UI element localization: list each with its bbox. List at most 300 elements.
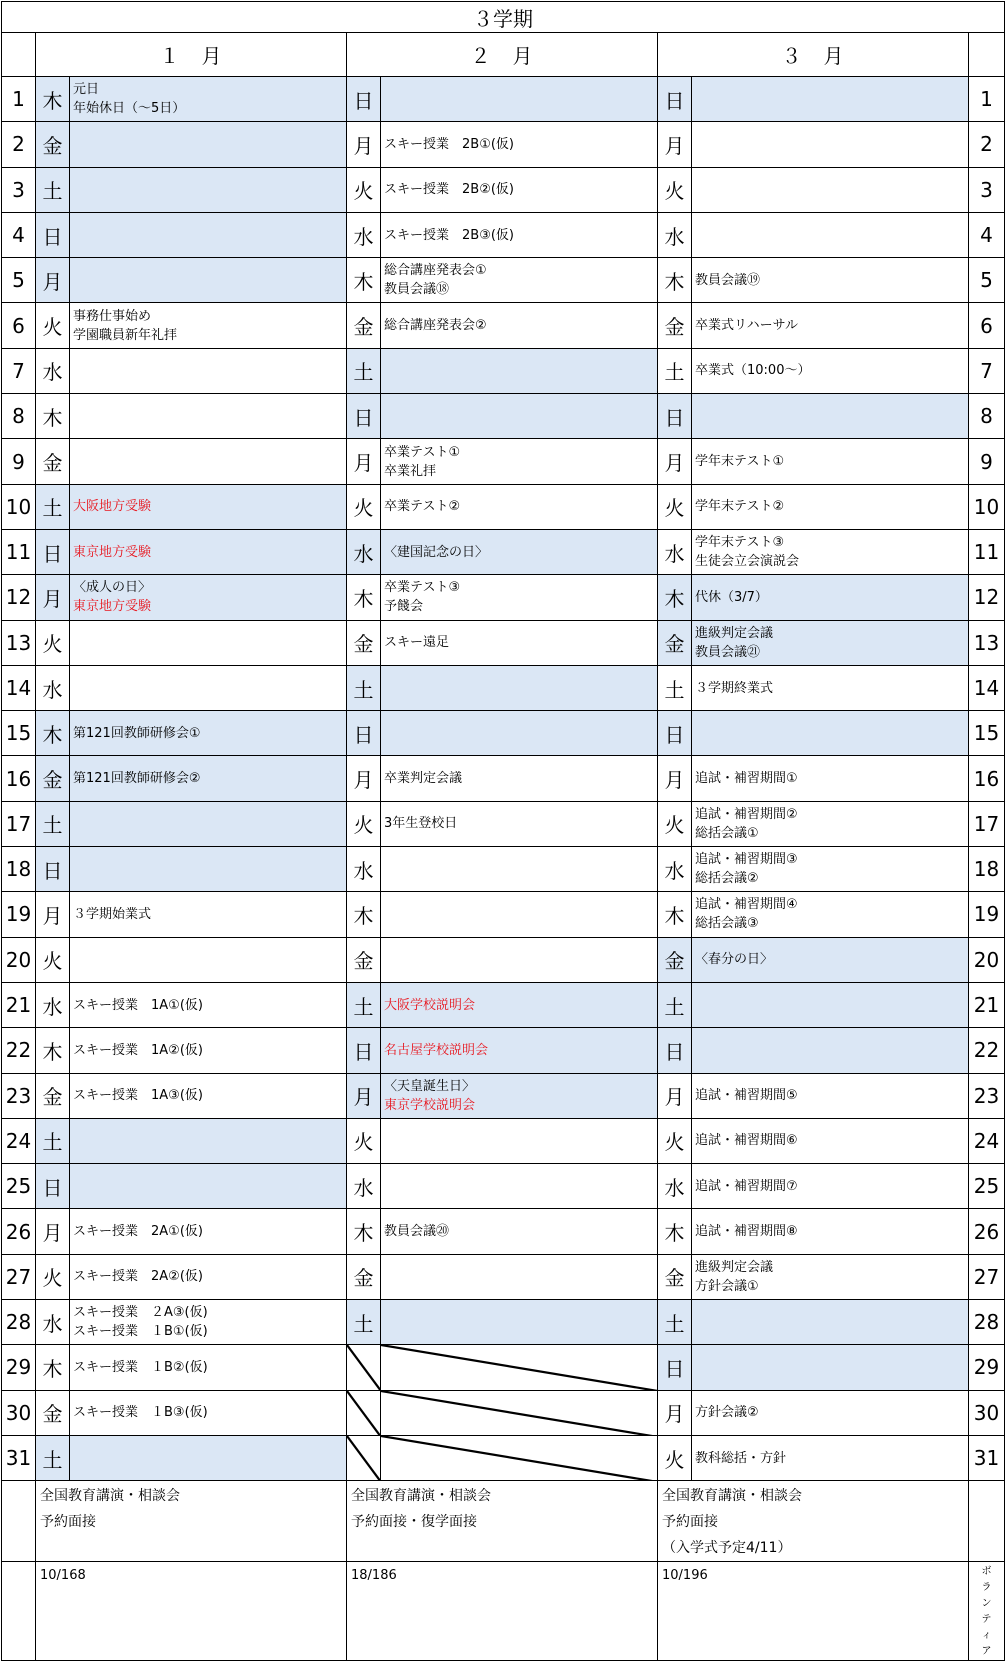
day-row xyxy=(2,847,1005,892)
day-number-right: 23 xyxy=(969,1073,1005,1118)
month-notes-3 xyxy=(658,1481,969,1562)
event-cell xyxy=(692,212,969,257)
event-text: 学年末テスト③ xyxy=(695,535,785,551)
weekday-cell: 土 xyxy=(658,348,692,393)
diagonal-strike-line xyxy=(347,1436,381,1481)
event-cell xyxy=(381,892,658,937)
event-cell xyxy=(692,1390,969,1435)
event-text: 追試・補習期間⑥ xyxy=(695,1133,798,1149)
event-text: 進級判定会議 xyxy=(695,625,774,641)
event-cell xyxy=(381,1209,658,1254)
event-cell xyxy=(692,1300,969,1345)
day-row xyxy=(2,394,1005,439)
side-label-char: ィ xyxy=(981,1630,992,1642)
event-cell xyxy=(70,982,347,1027)
event-text: 総括会議① xyxy=(695,825,759,841)
day-number-right: 3 xyxy=(969,167,1005,212)
note-line: 全国教育講演・相談会 xyxy=(40,1488,180,1505)
weekday-cell: 木 xyxy=(347,258,381,303)
event-text: スキー授業 1A③(仮) xyxy=(73,1088,203,1104)
weekday-cell: 水 xyxy=(658,1164,692,1209)
day-row xyxy=(2,484,1005,529)
event-text: 3年生登校日 xyxy=(384,816,458,832)
day-row xyxy=(2,1209,1005,1254)
day-number-right: 20 xyxy=(969,937,1005,982)
day-number-right: 28 xyxy=(969,1300,1005,1345)
day-number-left: 21 xyxy=(2,982,36,1027)
notes-right-spacer xyxy=(969,1481,1005,1562)
diagonal-strike-line xyxy=(381,1345,658,1390)
event-cell xyxy=(70,1164,347,1209)
note-line: 全国教育講演・相談会 xyxy=(351,1488,491,1505)
term-title: ３学期 xyxy=(2,2,1005,33)
event-cell xyxy=(381,575,658,620)
event-cell xyxy=(692,1209,969,1254)
event-cell xyxy=(70,1300,347,1345)
event-cell xyxy=(70,167,347,212)
weekday-cell: 日 xyxy=(36,212,70,257)
day-number-right: 4 xyxy=(969,212,1005,257)
event-text: 追試・補習期間② xyxy=(695,806,798,822)
event-cell xyxy=(70,711,347,756)
weekday-cell: 金 xyxy=(36,1073,70,1118)
note-line: 予約面接 xyxy=(40,1514,96,1531)
event-text: スキー授業 2B②(仮) xyxy=(384,182,514,198)
blank-weekday-cell xyxy=(347,1345,381,1390)
day-row xyxy=(2,348,1005,393)
notes-row xyxy=(2,1481,1005,1562)
event-cell xyxy=(381,756,658,801)
day-number-left: 13 xyxy=(2,620,36,665)
event-cell xyxy=(381,847,658,892)
event-text: 卒業式リハーサル xyxy=(695,318,798,334)
event-cell xyxy=(381,620,658,665)
event-cell xyxy=(381,1254,658,1299)
weekday-cell: 月 xyxy=(658,122,692,167)
event-cell xyxy=(692,1254,969,1299)
day-row xyxy=(2,258,1005,303)
weekday-cell: 水 xyxy=(36,665,70,710)
event-cell xyxy=(692,303,969,348)
event-text: 教員会議⑱ xyxy=(384,282,450,298)
weekday-cell: 水 xyxy=(658,529,692,574)
event-cell xyxy=(692,77,969,122)
weekday-cell: 火 xyxy=(658,1435,692,1480)
event-text: 予餞会 xyxy=(384,599,424,615)
weekday-cell: 木 xyxy=(36,77,70,122)
day-number-left: 12 xyxy=(2,575,36,620)
weekday-cell: 火 xyxy=(658,1118,692,1163)
day-number-left: 7 xyxy=(2,348,36,393)
event-cell xyxy=(381,348,658,393)
counts-row xyxy=(2,1562,1005,1661)
day-number-right: 17 xyxy=(969,801,1005,846)
event-text: 教員会議⑳ xyxy=(384,1224,450,1240)
event-text: スキー授業 2A①(仮) xyxy=(73,1224,203,1240)
day-number-left: 3 xyxy=(2,167,36,212)
event-cell xyxy=(381,167,658,212)
weekday-cell: 金 xyxy=(658,303,692,348)
event-text-highlight: 東京地方受験 xyxy=(73,544,152,560)
day-number-right: 19 xyxy=(969,892,1005,937)
day-number-right: 11 xyxy=(969,529,1005,574)
day-row xyxy=(2,167,1005,212)
day-number-right: 24 xyxy=(969,1118,1005,1163)
event-cell xyxy=(692,348,969,393)
day-row xyxy=(2,1028,1005,1073)
day-row xyxy=(2,1435,1005,1480)
day-number-right: 12 xyxy=(969,575,1005,620)
day-number-left: 16 xyxy=(2,756,36,801)
event-text: 追試・補習期間③ xyxy=(695,852,798,868)
weekday-cell: 月 xyxy=(658,1390,692,1435)
event-cell xyxy=(692,711,969,756)
event-cell xyxy=(381,122,658,167)
month-count-3: 10/196 xyxy=(658,1562,969,1661)
event-text: 教員会議㉑ xyxy=(695,644,761,660)
event-cell xyxy=(70,1390,347,1435)
event-cell xyxy=(70,212,347,257)
event-text: 総括会議③ xyxy=(695,916,759,932)
event-text: 元日 xyxy=(73,82,100,98)
day-row xyxy=(2,1254,1005,1299)
event-text: 総合講座発表会① xyxy=(384,263,487,279)
day-row xyxy=(2,1118,1005,1163)
event-text: 年始休日（～5日） xyxy=(73,101,186,117)
event-text: スキー授業 2A②(仮) xyxy=(73,1269,203,1285)
weekday-cell: 日 xyxy=(658,1345,692,1390)
day-row xyxy=(2,756,1005,801)
event-text: 教員会議⑲ xyxy=(695,272,761,288)
event-text: スキー授業 １B②(仮) xyxy=(73,1359,208,1375)
weekday-cell: 火 xyxy=(36,1254,70,1299)
day-number-left: 18 xyxy=(2,847,36,892)
event-text-highlight: 東京学校説明会 xyxy=(384,1097,476,1113)
day-number-left: 28 xyxy=(2,1300,36,1345)
event-text: 卒業判定会議 xyxy=(384,771,463,787)
day-number-right: 14 xyxy=(969,665,1005,710)
weekday-cell: 日 xyxy=(36,1164,70,1209)
event-text: スキー授業 2B①(仮) xyxy=(384,136,514,152)
event-text: 卒業式（10:00～） xyxy=(695,363,811,379)
weekday-cell: 金 xyxy=(658,937,692,982)
event-cell xyxy=(70,575,347,620)
month-count-2: 18/186 xyxy=(347,1562,658,1661)
side-label-char: ラ xyxy=(981,1582,992,1594)
event-text: 第121回教師研修会① xyxy=(73,725,201,741)
event-cell xyxy=(381,982,658,1027)
month-count-1: 10/168 xyxy=(36,1562,347,1661)
day-number-left: 30 xyxy=(2,1390,36,1435)
weekday-cell: 月 xyxy=(658,439,692,484)
event-text: 学年末テスト① xyxy=(695,454,785,470)
diagonal-strike-line xyxy=(381,1436,658,1481)
month-header-february: ２ 月 xyxy=(347,33,658,77)
day-row xyxy=(2,77,1005,122)
event-text: 方針会議② xyxy=(695,1405,759,1421)
event-text: 卒業テスト③ xyxy=(384,580,461,596)
weekday-cell: 土 xyxy=(347,665,381,710)
event-cell xyxy=(692,847,969,892)
weekday-cell: 月 xyxy=(658,756,692,801)
weekday-cell: 水 xyxy=(36,982,70,1027)
event-cell xyxy=(692,439,969,484)
counts-left-spacer xyxy=(2,1562,36,1661)
weekday-cell: 月 xyxy=(36,892,70,937)
day-number-left: 31 xyxy=(2,1435,36,1480)
month-header-january: １ 月 xyxy=(36,33,347,77)
day-number-left: 23 xyxy=(2,1073,36,1118)
day-number-left: 19 xyxy=(2,892,36,937)
weekday-cell: 金 xyxy=(36,122,70,167)
weekday-cell: 火 xyxy=(658,484,692,529)
weekday-cell: 火 xyxy=(347,167,381,212)
event-cell xyxy=(381,303,658,348)
day-number-left: 9 xyxy=(2,439,36,484)
event-cell xyxy=(381,1164,658,1209)
weekday-cell: 金 xyxy=(347,937,381,982)
day-row xyxy=(2,982,1005,1027)
event-text: スキー授業 ２A③(仮) xyxy=(73,1305,208,1321)
day-number-right: 18 xyxy=(969,847,1005,892)
weekday-cell: 土 xyxy=(658,982,692,1027)
blank-event-cell xyxy=(381,1345,658,1390)
weekday-cell: 土 xyxy=(36,167,70,212)
weekday-cell: 月 xyxy=(36,258,70,303)
day-row xyxy=(2,122,1005,167)
month-header-march: ３ 月 xyxy=(658,33,969,77)
weekday-cell: 水 xyxy=(36,348,70,393)
weekday-cell: 日 xyxy=(347,1028,381,1073)
day-number-left: 20 xyxy=(2,937,36,982)
day-row xyxy=(2,937,1005,982)
weekday-cell: 火 xyxy=(347,801,381,846)
weekday-cell: 金 xyxy=(36,756,70,801)
event-text: スキー授業 １B①(仮) xyxy=(73,1324,208,1340)
day-row xyxy=(2,1073,1005,1118)
weekday-cell: 火 xyxy=(658,167,692,212)
calendar-table xyxy=(1,1,1005,1661)
event-cell xyxy=(70,665,347,710)
event-cell xyxy=(381,711,658,756)
event-cell xyxy=(692,484,969,529)
day-row xyxy=(2,665,1005,710)
event-cell xyxy=(70,1254,347,1299)
note-line: 全国教育講演・相談会 xyxy=(662,1488,802,1505)
event-cell xyxy=(692,1073,969,1118)
weekday-cell: 水 xyxy=(347,529,381,574)
event-cell xyxy=(70,122,347,167)
weekday-cell: 日 xyxy=(347,711,381,756)
event-cell xyxy=(70,892,347,937)
day-number-right: 7 xyxy=(969,348,1005,393)
event-cell xyxy=(692,1028,969,1073)
weekday-cell: 日 xyxy=(658,711,692,756)
day-number-right: 9 xyxy=(969,439,1005,484)
event-cell xyxy=(381,937,658,982)
weekday-cell: 日 xyxy=(36,847,70,892)
event-text: 卒業テスト② xyxy=(384,499,461,515)
event-text: 総括会議② xyxy=(695,871,759,887)
event-text: 進級判定会議 xyxy=(695,1259,774,1275)
day-number-right: 21 xyxy=(969,982,1005,1027)
weekday-cell: 金 xyxy=(347,620,381,665)
event-text: 事務仕事始め xyxy=(73,308,152,324)
day-number-left: 10 xyxy=(2,484,36,529)
weekday-cell: 火 xyxy=(347,1118,381,1163)
event-text: 追試・補習期間④ xyxy=(695,897,798,913)
day-number-left: 4 xyxy=(2,212,36,257)
day-number-left: 27 xyxy=(2,1254,36,1299)
side-label-char: テ xyxy=(981,1614,992,1626)
day-number-left: 2 xyxy=(2,122,36,167)
event-text: 追試・補習期間⑧ xyxy=(695,1224,798,1240)
event-text: 方針会議① xyxy=(695,1278,759,1294)
event-text: スキー授業 1A②(仮) xyxy=(73,1042,203,1058)
day-number-left: 14 xyxy=(2,665,36,710)
weekday-cell: 土 xyxy=(36,1118,70,1163)
event-cell xyxy=(692,892,969,937)
event-cell xyxy=(692,801,969,846)
event-text: 〈建国記念の日〉 xyxy=(384,544,489,560)
event-cell xyxy=(70,1435,347,1480)
weekday-cell: 月 xyxy=(347,1073,381,1118)
event-cell xyxy=(381,665,658,710)
day-number-left: 8 xyxy=(2,394,36,439)
event-cell xyxy=(70,937,347,982)
note-line: 予約面接 xyxy=(662,1514,718,1531)
weekday-cell: 火 xyxy=(36,303,70,348)
day-number-left: 1 xyxy=(2,77,36,122)
weekday-cell: 土 xyxy=(36,801,70,846)
blank-event-cell xyxy=(381,1390,658,1435)
day-number-right: 5 xyxy=(969,258,1005,303)
weekday-cell: 月 xyxy=(347,122,381,167)
event-cell xyxy=(381,801,658,846)
event-text: スキー授業 １B③(仮) xyxy=(73,1405,208,1421)
day-number-right: 26 xyxy=(969,1209,1005,1254)
weekday-cell: 水 xyxy=(658,212,692,257)
event-cell xyxy=(692,394,969,439)
day-number-right: 31 xyxy=(969,1435,1005,1480)
calendar-body xyxy=(2,2,1005,1661)
title-row xyxy=(2,2,1005,33)
event-cell xyxy=(70,801,347,846)
day-row xyxy=(2,1345,1005,1390)
event-cell xyxy=(381,439,658,484)
weekday-cell: 木 xyxy=(347,1209,381,1254)
event-cell xyxy=(381,212,658,257)
event-text-highlight: 大阪地方受験 xyxy=(73,499,152,515)
weekday-cell: 土 xyxy=(347,982,381,1027)
day-row xyxy=(2,620,1005,665)
event-cell xyxy=(692,665,969,710)
day-row xyxy=(2,439,1005,484)
day-row xyxy=(2,1164,1005,1209)
event-text: 追試・補習期間⑤ xyxy=(695,1088,798,1104)
day-number-right: 29 xyxy=(969,1345,1005,1390)
day-row xyxy=(2,303,1005,348)
blank-event-cell xyxy=(381,1435,658,1480)
weekday-cell: 金 xyxy=(658,620,692,665)
notes-left-spacer xyxy=(2,1481,36,1562)
note-line: （入学式予定4/11） xyxy=(662,1540,792,1557)
day-number-left: 26 xyxy=(2,1209,36,1254)
weekday-cell: 土 xyxy=(658,665,692,710)
weekday-cell: 水 xyxy=(347,847,381,892)
event-cell xyxy=(381,1073,658,1118)
month-notes-1 xyxy=(36,1481,347,1562)
event-text: ３学期始業式 xyxy=(73,906,152,922)
weekday-cell: 火 xyxy=(36,620,70,665)
weekday-cell: 月 xyxy=(36,575,70,620)
day-number-right: 8 xyxy=(969,394,1005,439)
day-row xyxy=(2,575,1005,620)
weekday-cell: 木 xyxy=(658,1209,692,1254)
day-number-right: 15 xyxy=(969,711,1005,756)
weekday-cell: 火 xyxy=(347,484,381,529)
event-cell xyxy=(692,756,969,801)
event-text: スキー遠足 xyxy=(384,635,450,651)
event-cell xyxy=(70,756,347,801)
event-text: スキー授業 1A①(仮) xyxy=(73,997,203,1013)
event-cell xyxy=(381,394,658,439)
weekday-cell: 木 xyxy=(658,575,692,620)
weekday-cell: 土 xyxy=(36,1435,70,1480)
event-cell xyxy=(381,484,658,529)
weekday-cell: 月 xyxy=(347,756,381,801)
day-number-right: 6 xyxy=(969,303,1005,348)
event-text: 追試・補習期間① xyxy=(695,771,798,787)
event-cell xyxy=(692,1164,969,1209)
weekday-cell: 火 xyxy=(658,801,692,846)
day-number-right: 16 xyxy=(969,756,1005,801)
weekday-cell: 木 xyxy=(658,892,692,937)
event-cell xyxy=(70,620,347,665)
event-text: ３学期終業式 xyxy=(695,680,774,696)
day-number-right: 1 xyxy=(969,77,1005,122)
event-cell xyxy=(692,620,969,665)
event-text: 卒業礼拝 xyxy=(384,463,437,479)
side-label-vertical xyxy=(969,1562,1005,1661)
weekday-cell: 木 xyxy=(36,394,70,439)
day-number-left: 6 xyxy=(2,303,36,348)
event-text: 第121回教師研修会② xyxy=(73,771,201,787)
event-cell xyxy=(70,529,347,574)
diagonal-strike-line xyxy=(347,1345,381,1390)
blank-weekday-cell xyxy=(347,1435,381,1480)
day-row xyxy=(2,1390,1005,1435)
weekday-cell: 日 xyxy=(658,1028,692,1073)
weekday-cell: 水 xyxy=(347,1164,381,1209)
weekday-cell: 土 xyxy=(347,348,381,393)
event-text: 教科総括・方針 xyxy=(695,1450,787,1466)
event-cell xyxy=(70,847,347,892)
day-number-right: 2 xyxy=(969,122,1005,167)
weekday-cell: 木 xyxy=(36,1028,70,1073)
diagonal-strike-line xyxy=(347,1391,381,1436)
weekday-cell: 木 xyxy=(347,892,381,937)
event-cell xyxy=(70,303,347,348)
event-cell xyxy=(70,348,347,393)
event-cell xyxy=(70,1118,347,1163)
header-corner-right xyxy=(969,33,1005,77)
event-cell xyxy=(70,1209,347,1254)
day-number-right: 25 xyxy=(969,1164,1005,1209)
event-cell xyxy=(381,77,658,122)
note-line: 予約面接・復学面接 xyxy=(351,1514,477,1531)
event-text: スキー授業 2B③(仮) xyxy=(384,227,514,243)
